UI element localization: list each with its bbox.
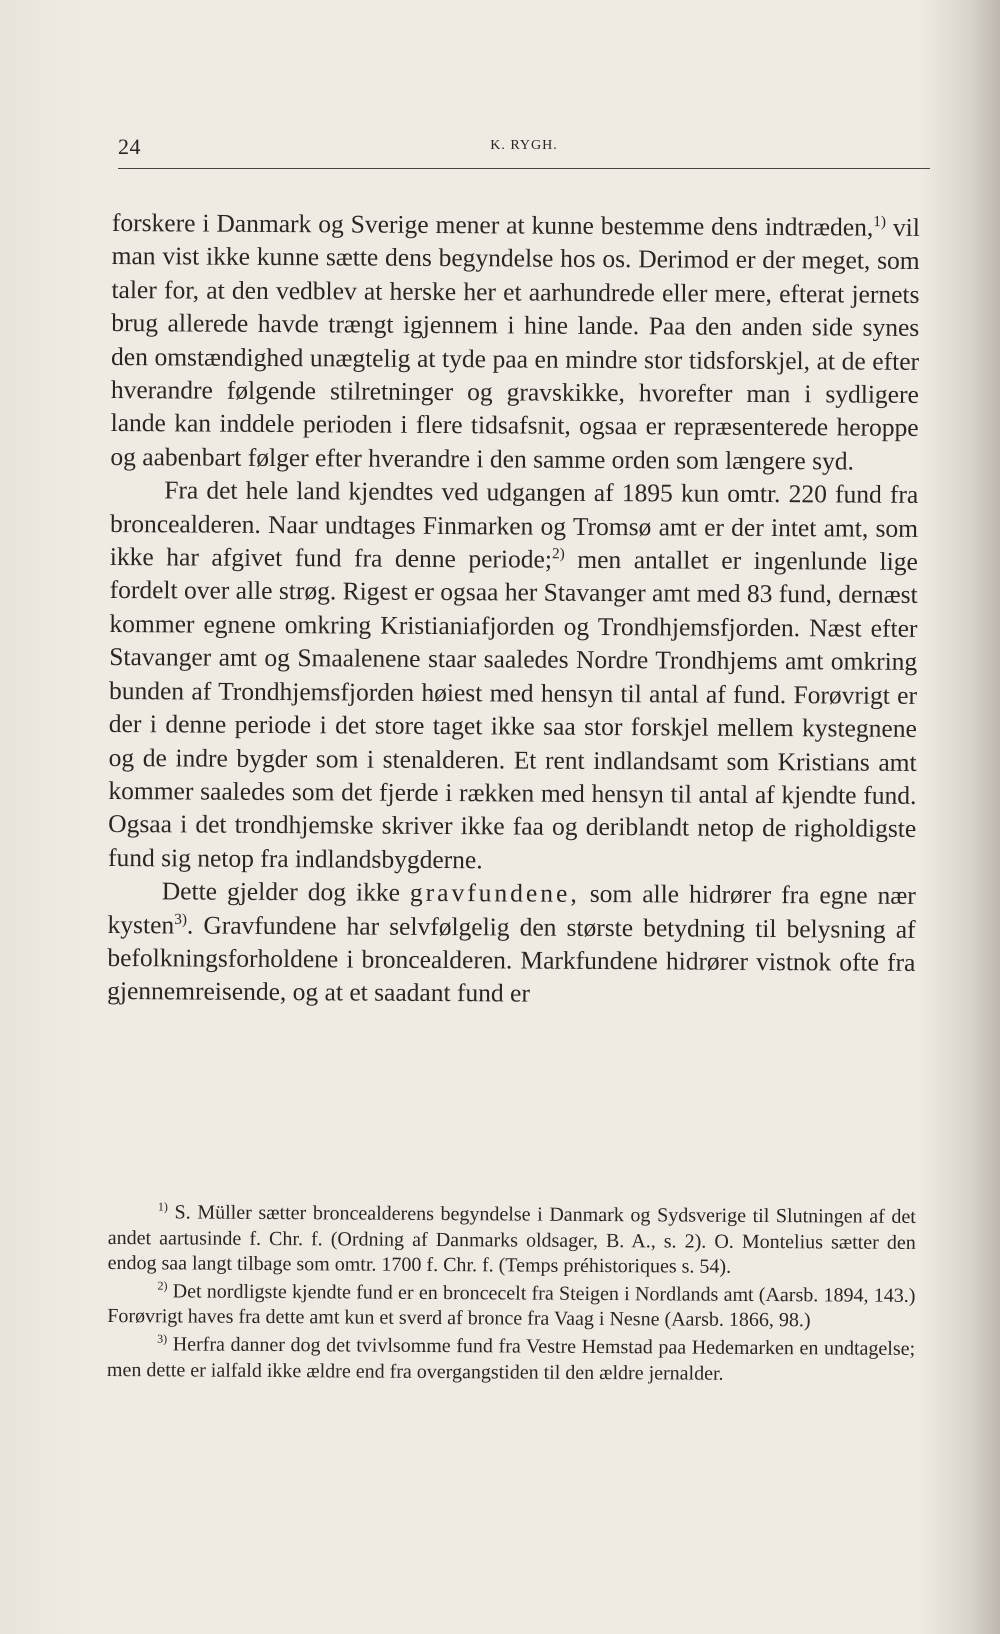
paragraph-2-text-cont: men antallet er ingenlunde lige fordelt over alle strøg. Rigest er ogsaa her Stavanger amt med 83 fund, dernæst kommer egnene omkring Kristianiafjorden og Trondhjemsfjorden. Næst efter Stavanger amt og Smaalenene staar saaledes Nordre Trondhjems amt omkring bunden af Trondhjemsfjorden høiest med hensyn til antal af fund. Forøvrigt er der i denne periode i det store taget ikke saa stor forskjel mellem kystegnene og de indre bygder som i stenalderen. Et rent indlandsamt som Kristians amt kommer saaledes som det fjerde i rækken med hensyn til antal af kjendte fund. Ogsaa i det trondhjemske skriver ikke faa og deriblandt netop de righoldigste fund sig netop fra indlandsbygderne.: [107, 544, 918, 874]
footnote-ref-1: 1): [873, 213, 887, 231]
paragraph-2-text: Fra det hele land kjendtes ved udgangen af 1895 kun omtr. 220 fund fra broncealderen. Naar undtages Finmarken og Tromsø amt er der intet amt, som ikke har afgivet fund fra denne periode;: [109, 475, 919, 574]
page-number: 24: [118, 134, 141, 159]
paragraph-1-text-cont: vil man vist ikke kunne sætte dens begyndelse hos os. Derimod er der meget, som taler for, at den vedblev at herske her et aarhundrede eller mere, efterat jernets brug allerede havde trængt igjennem i hine lande. Paa den anden side synes den omstændighed unægtelig at tyde paa en mindre stor tidsforskjel, at de efter hverandre følgende stilretninger og gravskikke, hvorefter man i sydligere lande kan inddele perioden i flere tidsafsnit, ogsaa er repræsenterede heroppe og aabenbart følger efter hverandre i den samme orden som længere syd.: [110, 212, 920, 476]
paragraph-1: [110, 206, 920, 478]
footnote-mark-1: 1): [157, 1199, 169, 1214]
paragraph-1-text: forskere i Danmark og Sverige mener at kunne bestemme dens indtræden,: [111, 207, 874, 242]
paragraph-2: [108, 473, 918, 879]
footnotes: [107, 1200, 916, 1388]
footnote-3-text: Herfra danner dog det tvivlsomme fund fra Vestre Hemstad paa Hedemarken en undtagelse; men dette er ialfald ikke ældre end fra overgangstiden til den ældre jernalder.: [106, 1333, 916, 1385]
footnote-1-text: S. Müller sætter broncealderens begyndelse i Danmark og Sydsverige til Slutningen af det andet aartusinde f. Chr. f. (Ordning af Danmarks oldsager, B. A., s. 2). O. Montelius sætter den endog saa langt tilbage som omtr. 1700 f. Chr. f. (Temps préhistoriques s. 54).: [107, 1201, 916, 1278]
footnote-1: [108, 1200, 916, 1282]
paragraph-3: [107, 874, 916, 1013]
footnote-mark-3: 3): [157, 1331, 168, 1346]
body-text: [107, 206, 920, 1013]
paragraph-3-text-cont: som alle hidrører fra egne nær kysten: [107, 878, 916, 939]
paragraph-3-text: Dette gjelder dog ikke: [161, 876, 411, 907]
footnote-2: [107, 1279, 915, 1335]
footnote-ref-3: 3): [174, 910, 188, 928]
footnote-3: [107, 1332, 915, 1388]
spaced-emphasis: gravfundene,: [409, 877, 580, 908]
paragraph-3-text-end: . Gravfundene har selvfølgelig den største betydning til belysning af befolkningsforholdene i broncealderen. Markfundene hidrører vistnok ofte fra gjennemreisende, og at et saadant fund er: [107, 910, 916, 1008]
footnote-2-text: Det nordligste kjendte fund er en broncecelt fra Steigen i Nordlands amt (Aarsb. 1894, 143.) Forøvrigt haves fra dette amt kun et sverd af bronce fra Vaag i Nesne (Aarsb. 1866, 98.): [107, 1280, 916, 1332]
footnote-ref-2: 2): [551, 545, 565, 563]
running-head: K. RYGH.: [490, 138, 558, 153]
footnote-mark-2: 2): [157, 1278, 168, 1293]
page-header: [118, 134, 930, 169]
